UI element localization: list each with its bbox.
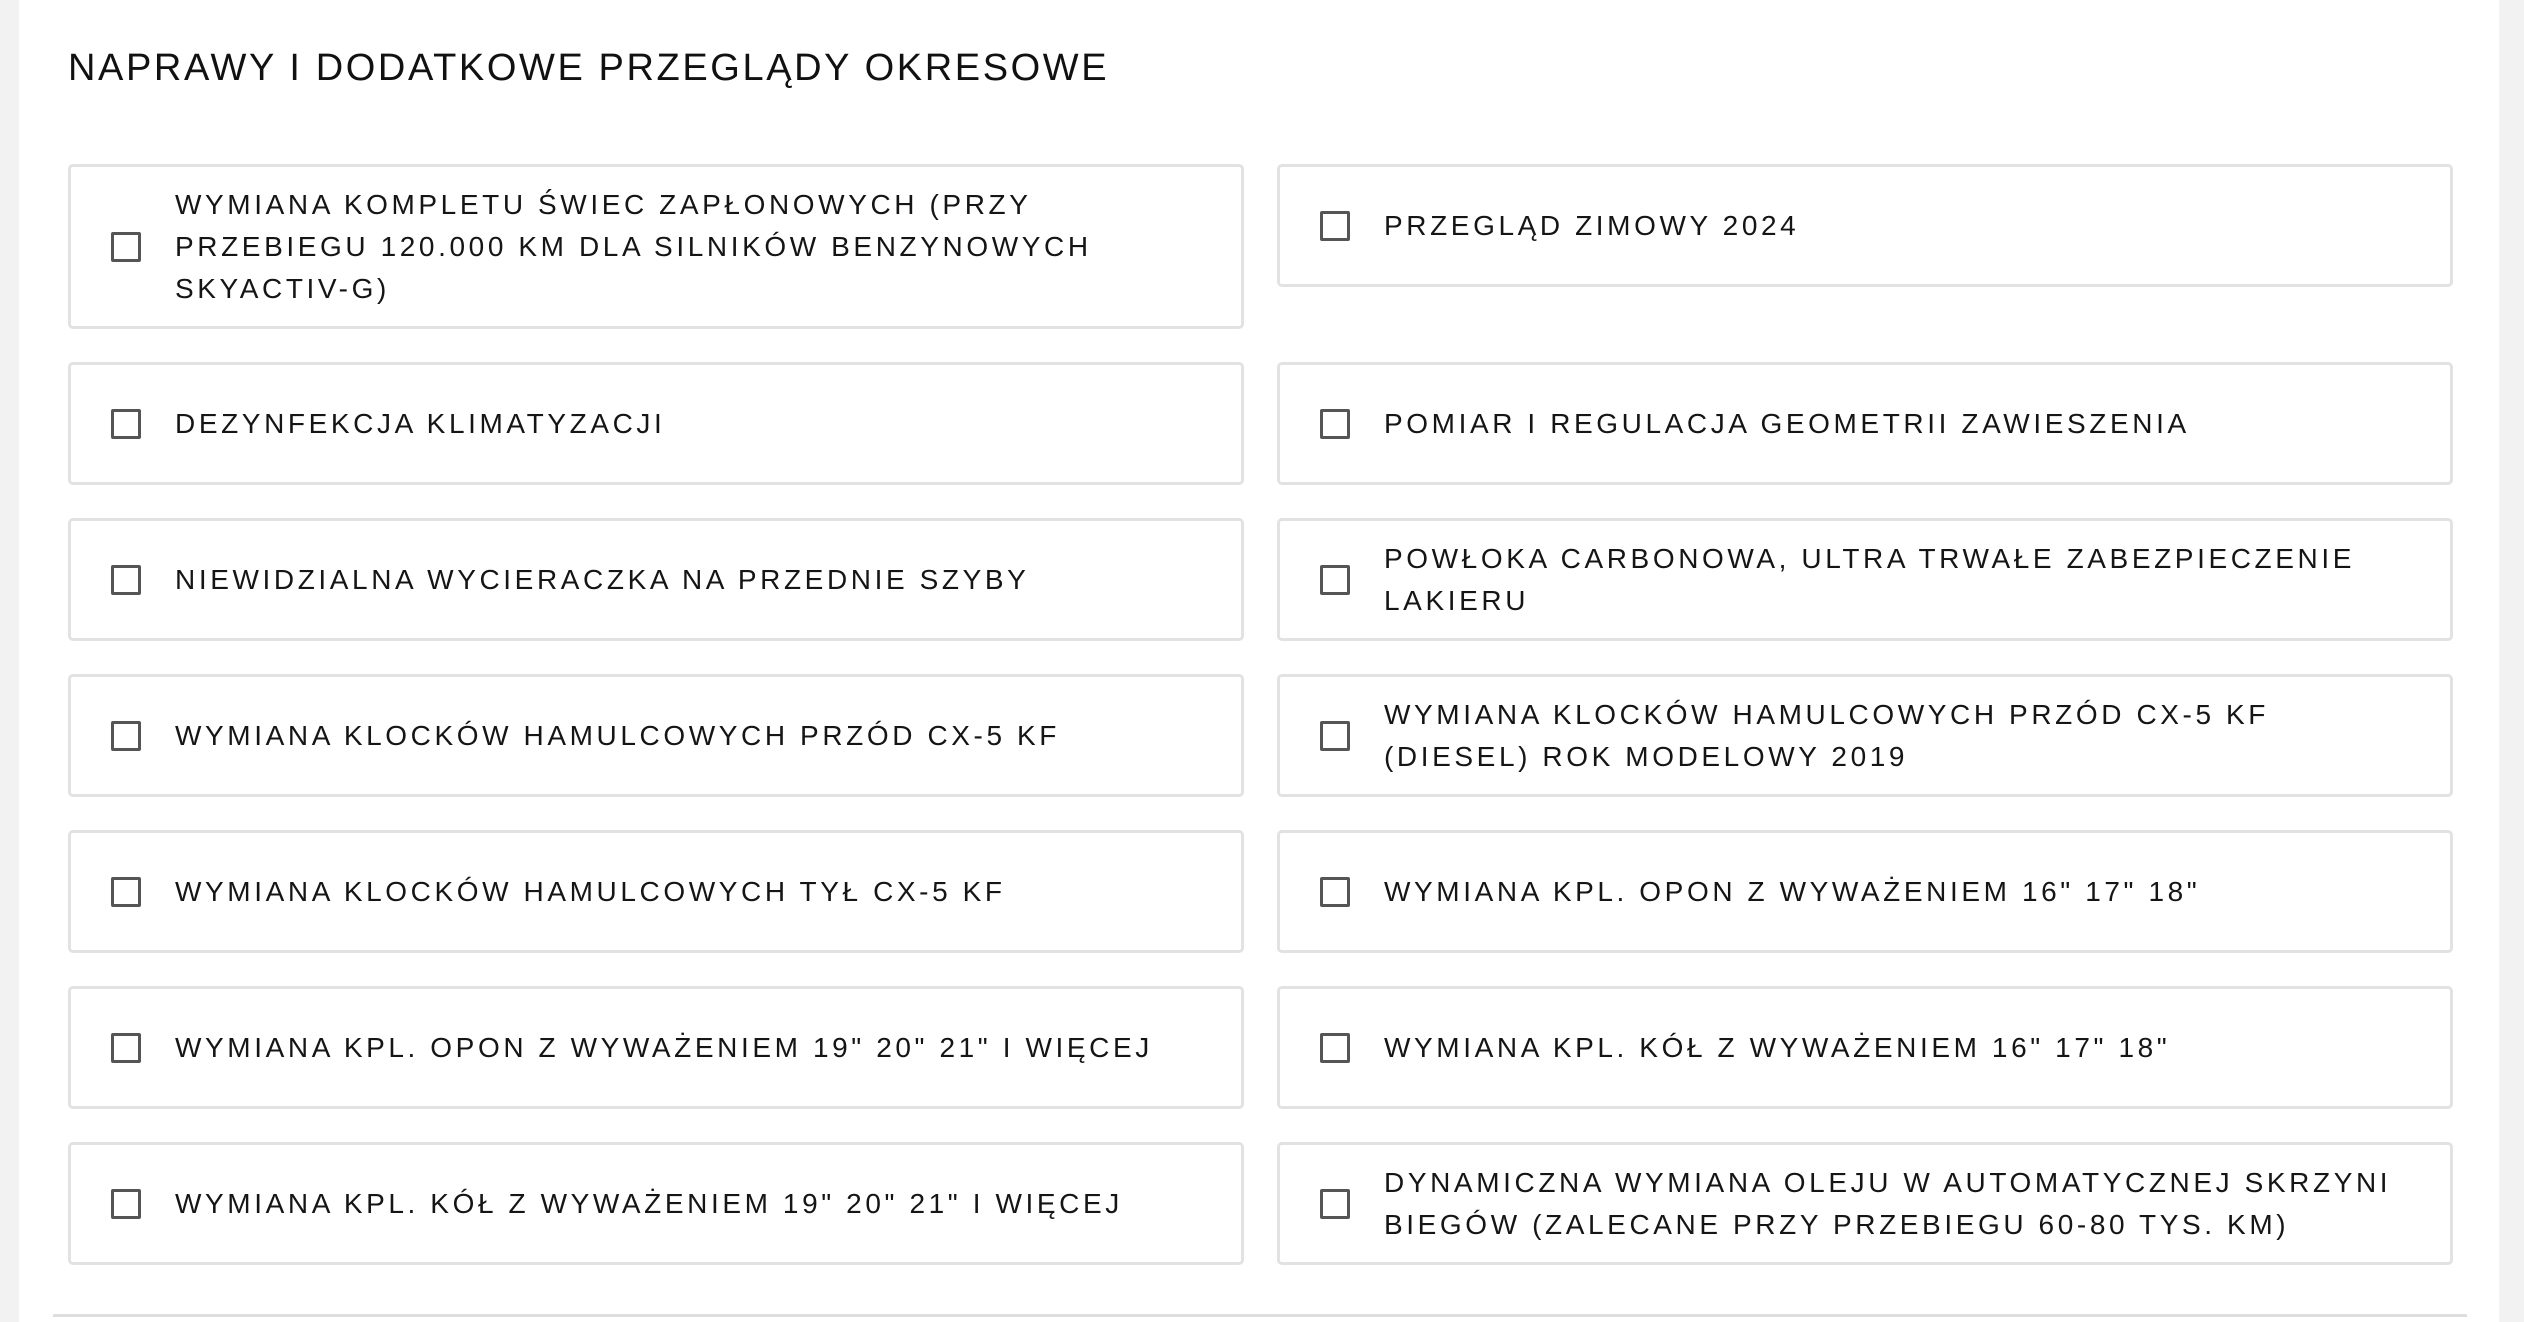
option-wheel-alignment[interactable] — [1277, 362, 2453, 485]
checkbox[interactable] — [111, 877, 141, 907]
option-label: WYMIANA KLOCKÓW HAMULCOWYCH PRZÓD CX-5 KF (DIESEL) ROK MODELOWY 2019 — [1384, 698, 2269, 772]
checkbox[interactable] — [111, 1033, 141, 1063]
divider — [53, 1314, 2467, 1317]
option-label: POMIAR I REGULACJA GEOMETRII ZAWIESZENIA — [1384, 407, 2190, 439]
option-front-brake-pads-diesel[interactable] — [1277, 674, 2453, 797]
services-panel — [19, 0, 2499, 1322]
option-wheels-19-plus[interactable] — [68, 1142, 1244, 1265]
checkbox[interactable] — [1320, 1033, 1350, 1063]
checkbox[interactable] — [1320, 565, 1350, 595]
option-label: WYMIANA KPL. KÓŁ Z WYWAŻENIEM 16" 17" 18" — [1384, 1031, 2171, 1063]
option-spark-plugs[interactable] — [68, 164, 1244, 329]
checkbox[interactable] — [111, 1189, 141, 1219]
option-invisible-wiper[interactable] — [68, 518, 1244, 641]
option-label: WYMIANA KPL. OPON Z WYWAŻENIEM 16" 17" 18" — [1384, 875, 2201, 907]
checkbox[interactable] — [111, 721, 141, 751]
option-label: WYMIANA KLOCKÓW HAMULCOWYCH TYŁ CX-5 KF — [175, 875, 1006, 907]
option-label: NIEWIDZIALNA WYCIERACZKA NA PRZEDNIE SZYBY — [175, 563, 1030, 595]
option-winter-inspection[interactable] — [1277, 164, 2453, 287]
checkbox[interactable] — [1320, 409, 1350, 439]
option-label: WYMIANA KPL. OPON Z WYWAŻENIEM 19" 20" 21" I WIĘCEJ — [175, 1031, 1153, 1063]
option-label: WYMIANA KLOCKÓW HAMULCOWYCH PRZÓD CX-5 KF — [175, 719, 1060, 751]
checkbox[interactable] — [1320, 721, 1350, 751]
option-label: WYMIANA KOMPLETU ŚWIEC ZAPŁONOWYCH (PRZY PRZEBIEGU 120.000 KM DLA SILNIKÓW BENZYNOWYCH SKYACTIV-G) — [175, 188, 1092, 304]
option-label: WYMIANA KPL. KÓŁ Z WYWAŻENIEM 19" 20" 21" I WIĘCEJ — [175, 1187, 1123, 1219]
option-carbon-coating[interactable] — [1277, 518, 2453, 641]
checkbox[interactable] — [111, 565, 141, 595]
checkbox[interactable] — [1320, 877, 1350, 907]
option-rear-brake-pads[interactable] — [68, 830, 1244, 953]
checkbox[interactable] — [111, 409, 141, 439]
checkbox[interactable] — [1320, 1189, 1350, 1219]
options-grid — [68, 164, 2453, 1265]
option-front-brake-pads[interactable] — [68, 674, 1244, 797]
option-wheels-16-18[interactable] — [1277, 986, 2453, 1109]
checkbox[interactable] — [1320, 211, 1350, 241]
option-tyres-16-18[interactable] — [1277, 830, 2453, 953]
checkbox[interactable] — [111, 232, 141, 262]
section-title: NAPRAWY I DODATKOWE PRZEGLĄDY OKRESOWE — [68, 47, 1110, 89]
option-atf-dynamic-change[interactable] — [1277, 1142, 2453, 1265]
option-label: PRZEGLĄD ZIMOWY 2024 — [1384, 209, 1800, 241]
option-label: DYNAMICZNA WYMIANA OLEJU W AUTOMATYCZNEJ SKRZYNI BIEGÓW (ZALECANE PRZY PRZEBIEGU 60-80 TYS. KM) — [1384, 1166, 2392, 1240]
option-ac-disinfection[interactable] — [68, 362, 1244, 485]
option-label: DEZYNFEKCJA KLIMATYZACJI — [175, 407, 666, 439]
option-label: POWŁOKA CARBONOWA, ULTRA TRWAŁE ZABEZPIECZENIE LAKIERU — [1384, 542, 2356, 616]
option-tyres-19-plus[interactable] — [68, 986, 1244, 1109]
